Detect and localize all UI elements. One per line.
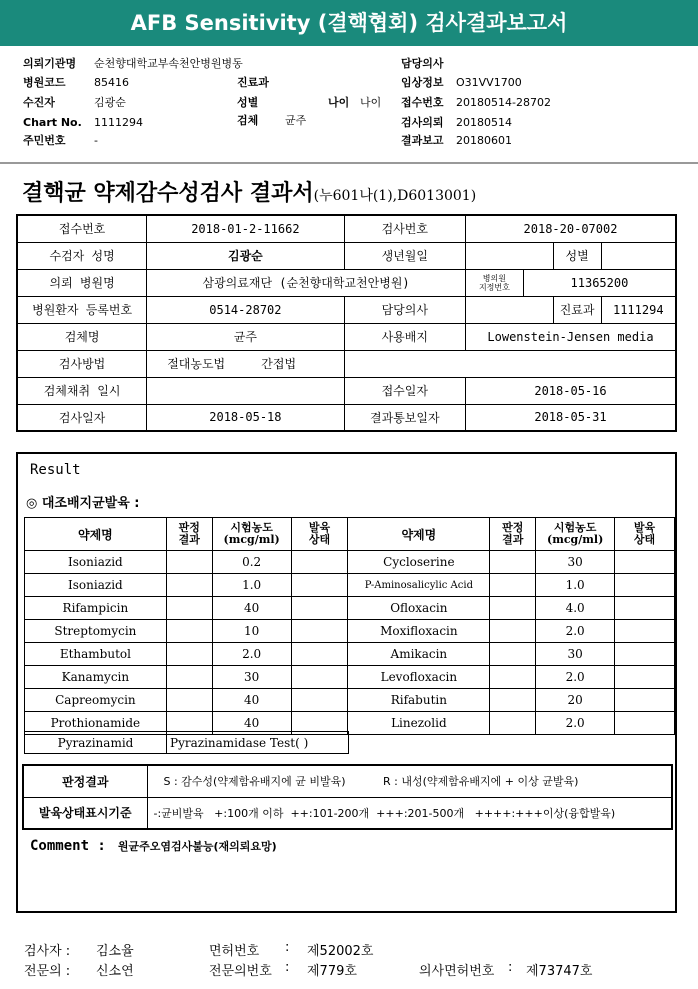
pyrazinamidase-test: Pyrazinamidase Test( ) [167,732,349,754]
specialist-name: 신소연 [96,964,134,979]
hospital-code-label: 병원코드 [23,76,66,89]
drug-judge [166,666,212,689]
drug-conc: 2.0 [212,643,291,666]
report-code: (누601나(1),D6013001) [313,188,477,204]
drug-name: Linezolid [348,712,490,735]
drug-conc: 2.0 [536,712,615,735]
receive-value: 2018-05-16 [465,377,676,404]
receipt-no-label: 접수번호 [401,96,444,109]
result-label: Result [30,462,81,478]
receipt-value: 2018-01-2-11662 [147,215,344,242]
pyrazinamid-row [24,731,349,754]
patient-info-table [16,214,677,432]
judge-r: R : 내성(약제함유배지에 + 이상 균발육) [383,775,579,789]
method-empty [344,350,676,377]
sex-label: 성별 [237,96,259,109]
report-title [22,176,476,207]
drug-conc: 40 [212,712,291,735]
report-date-value: 20180601 [456,134,512,147]
drug-growth [615,551,675,574]
drug-judge [490,574,536,597]
license-value: 제52002호 [307,944,374,959]
drug-name: Rifabutin [348,689,490,712]
age-value: 나이 [360,96,382,109]
drug-name: Levofloxacin [348,666,490,689]
drug-conc: 30 [536,643,615,666]
table-row [25,551,675,574]
sex-cell-value [601,242,676,269]
age-label: 나이 [328,96,350,109]
report-date-label: 결과보고 [401,134,444,147]
report-title-text: 결핵균 약제감수성검사 결과서 [22,180,314,206]
growth-criteria-value: -:균비발육 +:100개 이하 ++:101-200개 +++:201-500개 ++++:+++이상(융합발육) [147,797,672,829]
hosp-code-value: 11365200 [523,269,676,296]
drug-name: Amikacin [348,643,490,666]
collect-label: 검체채취 일시 [17,377,147,404]
drug-conc: 20 [536,689,615,712]
drug-conc: 10 [212,620,291,643]
drug-conc: 40 [212,689,291,712]
birth-label: 생년월일 [344,242,465,269]
drug-conc: 2.0 [536,620,615,643]
request-value: 20180514 [456,116,512,129]
doctor-license-value: 제73747호 [526,964,593,979]
drug-growth [291,597,348,620]
drug-judge [166,643,212,666]
drug-growth [291,551,348,574]
drug-name: Prothionamide [25,712,167,735]
clinical-value: O31VV1700 [456,76,522,89]
drug-judge [166,620,212,643]
drug-growth [291,689,348,712]
drug-growth [615,597,675,620]
spec-no-value: 제779호 [307,964,357,979]
drug-name: Kanamycin [25,666,167,689]
tester-label: 검사자 : [24,944,71,959]
drug-name: Ethambutol [25,643,167,666]
drug-judge [490,597,536,620]
drug-name: Cycloserine [348,551,490,574]
pyrazinamid-label: Pyrazinamid [25,732,167,754]
comment-label: Comment : [30,838,106,854]
reg-no-label: 병원환자 등록번호 [17,296,147,323]
drug-name: Moxifloxacin [348,620,490,643]
drug-name: Streptomycin [25,620,167,643]
drug-growth [291,666,348,689]
col-conc-right: 시험농도 (mcg/ml) [536,518,615,551]
doctor-cell-value [465,296,553,323]
judge-s: S : 감수성(약제함유배지에 균 비발육) [163,775,346,789]
dept-label: 진료과 [237,76,269,89]
tester-name: 김소율 [96,944,134,959]
name-value: 김광순 [147,242,344,269]
drug-judge [166,551,212,574]
growth-criteria-label: 발육상태표시기준 [23,797,147,829]
drug-name: Rifampicin [25,597,167,620]
table-row [25,574,675,597]
request-label: 검사의뢰 [401,116,444,129]
drug-conc: 40 [212,597,291,620]
spec-no-colon: : [285,960,290,975]
chart-no-value: 1111294 [94,116,143,129]
table-row [25,666,675,689]
patient-value: 김광순 [94,96,126,109]
drug-judge [490,643,536,666]
dept-cell-label: 진료과 [553,296,601,323]
col-drug-left: 약제명 [25,518,167,551]
drug-judge [166,597,212,620]
col-judge-left: 판정 결과 [166,518,212,551]
drug-name: P-Aminosalicylic Acid [348,574,490,597]
hospital-code-value: 85416 [94,76,129,89]
table-row [25,643,675,666]
drug-conc: 30 [536,551,615,574]
col-conc-left: 시험농도 (mcg/ml) [212,518,291,551]
drug-judge [166,574,212,597]
medium-label: 사용배지 [344,323,465,350]
specialist-label: 전문의 : [24,964,71,979]
table-row [25,620,675,643]
drug-judge [490,620,536,643]
drug-growth [615,620,675,643]
drug-conc: 30 [212,666,291,689]
drug-conc: 1.0 [212,574,291,597]
drug-conc: 0.2 [212,551,291,574]
comment-text: 원균주오염검사불능(재의뢰요망) [117,840,277,853]
drug-growth [615,712,675,735]
col-growth-right: 발육 상태 [615,518,675,551]
drug-name: Capreomycin [25,689,167,712]
col-growth-left: 발육 상태 [291,518,348,551]
resident-no-label: 주민번호 [23,134,66,147]
col-judge-right: 판정 결과 [490,518,536,551]
drug-conc: 1.0 [536,574,615,597]
comment [30,838,277,854]
table-row [25,597,675,620]
report-header-title: AFB Sensitivity (결핵협회) 검사결과보고서 [0,0,698,46]
dept-cell-value: 1111294 [601,296,676,323]
hosp-code-label: 병의원 지정번호 [465,269,523,296]
receipt-no-value: 20180514-28702 [456,96,551,109]
notify-value: 2018-05-31 [465,404,676,431]
drug-name: Isoniazid [25,551,167,574]
spec-no-label: 전문의번호 [209,964,272,979]
drug-growth [615,574,675,597]
test-date-label: 검사일자 [17,404,147,431]
reg-no-value: 0514-28702 [147,296,344,323]
doctor-cell-label: 담당의사 [344,296,465,323]
drug-name: Isoniazid [25,574,167,597]
resident-no-value: - [94,134,98,147]
drug-conc: 2.0 [536,666,615,689]
drug-judge [490,551,536,574]
specimen-cell-label: 검체명 [17,323,147,350]
sex-cell-label: 성별 [553,242,601,269]
specimen-label: 검체 [237,114,259,127]
table-row [25,689,675,712]
method-value: 절대농도법 간접법 [147,350,344,377]
drug-judge [490,689,536,712]
test-no-label: 검사번호 [344,215,465,242]
drug-conc: 4.0 [536,597,615,620]
drug-judge [490,712,536,735]
medium-value: Lowenstein-Jensen media [465,323,676,350]
col-drug-right: 약제명 [348,518,490,551]
drug-growth [615,666,675,689]
header-divider [0,162,698,164]
doctor-license-colon: : [508,960,513,975]
notify-label: 결과통보일자 [344,404,465,431]
test-no-value: 2018-20-07002 [465,215,676,242]
drug-growth [291,620,348,643]
drug-judge [490,666,536,689]
doctor-license-label: 의사면허번호 [419,964,495,979]
drug-name: Ofloxacin [348,597,490,620]
test-date-value: 2018-05-18 [147,404,344,431]
drug-growth [615,689,675,712]
chart-no-label: Chart No. [23,116,82,129]
method-label: 검사방법 [17,350,147,377]
birth-value [465,242,553,269]
collect-value [147,377,344,404]
institution-label: 의뢰기관명 [23,57,77,70]
doctor-label: 담당의사 [401,57,444,70]
patient-label: 수진자 [23,96,55,109]
drug-growth [615,643,675,666]
hospital-value: 삼광의료재단 (순천향대학교천안병원) [147,269,466,296]
clinical-label: 임상정보 [401,76,444,89]
name-label: 수검자 성명 [17,242,147,269]
judge-criteria-value [147,765,672,797]
control-growth-label: ◎ 대조배지균발육 : [26,496,140,511]
criteria-table [22,764,673,830]
receipt-label: 접수번호 [17,215,147,242]
receive-label: 접수일자 [344,377,465,404]
specimen-cell-value: 균주 [147,323,344,350]
hospital-label: 의뢰 병원명 [17,269,147,296]
drug-judge [166,689,212,712]
license-label: 면허번호 [209,944,260,959]
judge-criteria-label: 판정결과 [23,765,147,797]
license-colon: : [285,940,290,955]
institution-value: 순천향대학교부속천안병원병동 [94,57,243,70]
drug-growth [291,574,348,597]
specimen-value: 균주 [285,114,307,127]
drug-table [24,517,675,735]
drug-growth [291,643,348,666]
